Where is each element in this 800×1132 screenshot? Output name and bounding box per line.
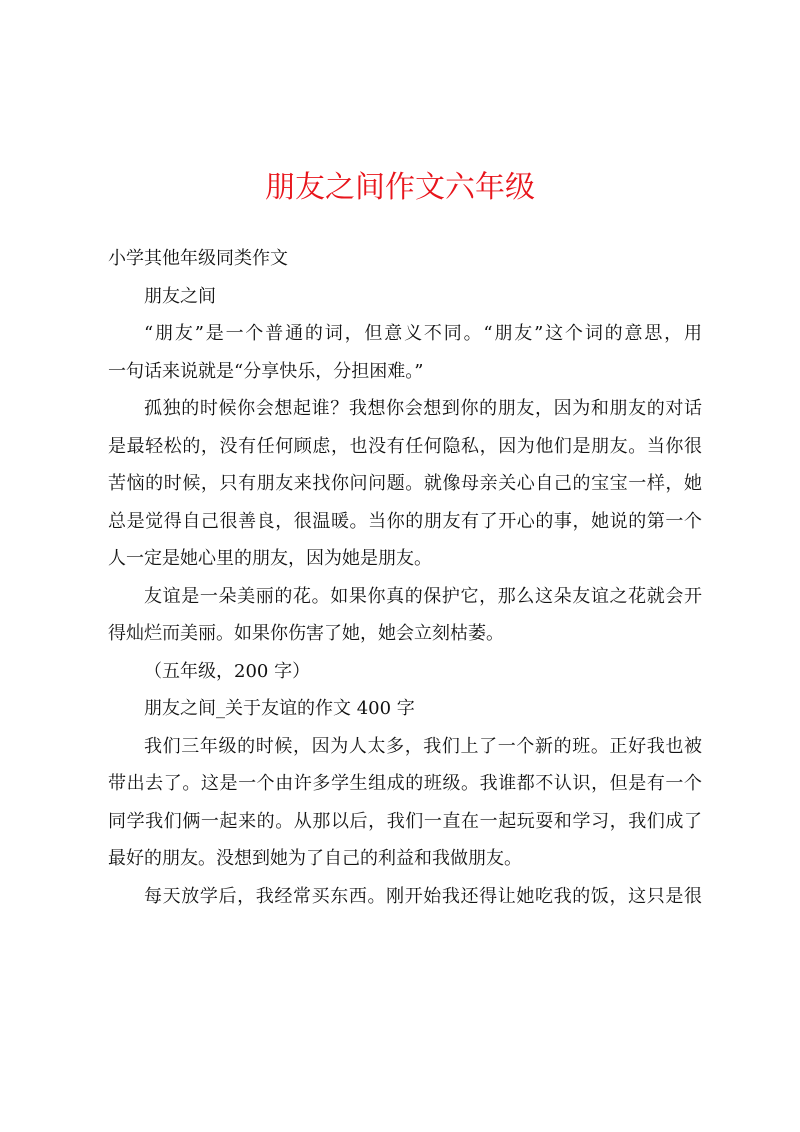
document-title: 朋友之间作文六年级 [265, 170, 535, 205]
paragraph-line: 是最轻松的，没有任何顾虑，也没有任何隐私，因为他们是朋友。当你很 [108, 435, 702, 457]
document-body [108, 240, 702, 915]
paragraph-line: “朋友”是一个普通的词，但意义不同。“朋友”这个词的意思，用 [144, 323, 702, 344]
paragraph-line: 人一定是她心里的朋友，因为她是朋友。 [108, 548, 432, 569]
paragraph-line: 带出去了。这是一个由许多学生组成的班级。我谁都不认识，但是有一个 [108, 773, 702, 794]
paragraph-line: 孤独的时候你会想起谁？我想你会想到你的朋友，因为和朋友的对话 [144, 398, 702, 419]
paragraph-line: 总是觉得自己很善良，很温暖。当你的朋友有了开心的事，她说的第一个 [108, 510, 702, 532]
paragraph-line: 最好的朋友。没想到她为了自己的利益和我做朋友。 [108, 848, 522, 869]
category-label: 小学其他年级同类作文 [108, 248, 288, 269]
paragraph-line: 苦恼的时候，只有朋友来找你问问题。就像母亲关心自己的宝宝一样，她 [108, 473, 702, 494]
paragraph-line: 每天放学后，我经常买东西。刚开始我还得让她吃我的饭，这只是很 [144, 885, 702, 907]
section-heading: 朋友之间 [144, 285, 216, 307]
paragraph-line: 一句话来说就是“分享快乐，分担困难。” [108, 360, 424, 382]
paragraph-line: 友谊是一朵美丽的花。如果你真的保护它，那么这朵友谊之花就会开 [144, 585, 702, 607]
paragraph-line: 同学我们俩一起来的。从那以后，我们一直在一起玩耍和学习，我们成了 [108, 810, 702, 832]
section-heading: 朋友之间_关于友谊的作文 400 字 [144, 698, 415, 719]
grade-note: （五年级，200 字） [144, 660, 311, 682]
paragraph-line: 得灿烂而美丽。如果你伤害了她，她会立刻枯萎。 [108, 623, 504, 644]
paragraph-line: 我们三年级的时候，因为人太多，我们上了一个新的班。正好我也被 [144, 735, 702, 757]
